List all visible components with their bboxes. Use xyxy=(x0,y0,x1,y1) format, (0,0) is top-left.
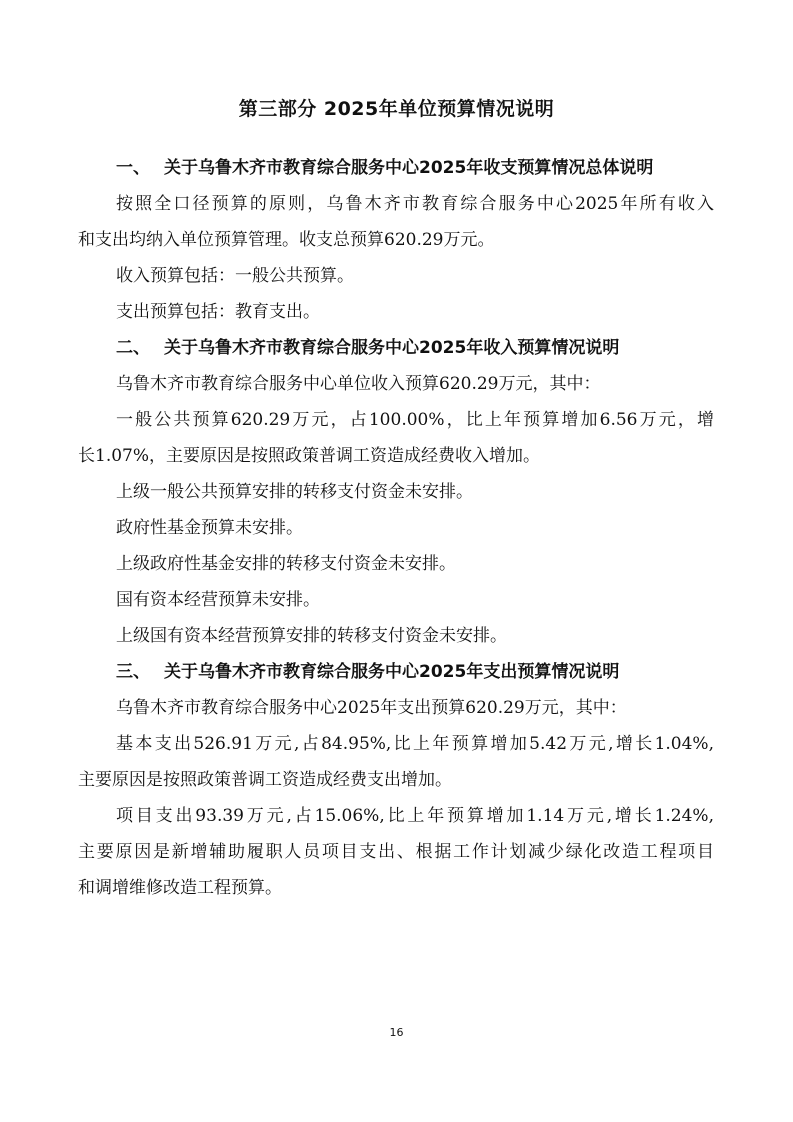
section-heading-2 xyxy=(78,330,714,366)
paragraph-line: 国有资本经营预算未安排。 xyxy=(116,590,320,610)
section-heading-1 xyxy=(78,150,714,186)
section-number-1: 一、 xyxy=(116,158,150,178)
paragraph-line: 长1.07%，主要原因是按照政策普调工资造成经费收入增加。 xyxy=(78,446,541,466)
paragraph-line: 上级一般公共预算安排的转移支付资金未安排。 xyxy=(116,482,473,502)
paragraph-line: 和支出均纳入单位预算管理。收支总预算620.29万元。 xyxy=(78,230,495,250)
paragraph-line: 基本支出526.91万元,占84.95%,比上年预算增加5.42万元,增长1.04%, xyxy=(116,734,714,754)
document-body xyxy=(78,150,714,906)
paragraph-line: 上级国有资本经营预算安排的转移支付资金未安排。 xyxy=(116,626,507,646)
paragraph-line: 乌鲁木齐市教育综合服务中心2025年支出预算620.29万元，其中： xyxy=(116,698,627,718)
section-number-2: 二、 xyxy=(116,338,150,358)
paragraph-line: 政府性基金预算未安排。 xyxy=(116,518,303,538)
section-heading-text-3: 关于乌鲁木齐市教育综合服务中心2025年支出预算情况说明 xyxy=(164,662,620,682)
page-title: 第三部分 2025年单位预算情况说明 xyxy=(238,98,555,120)
paragraph-line: 收入预算包括：一般公共预算。 xyxy=(116,266,354,286)
page-number: 16 xyxy=(389,1026,404,1039)
paragraph-line: 和调增维修改造工程预算。 xyxy=(78,878,282,898)
section-heading-3 xyxy=(78,654,714,690)
section-number-3: 三、 xyxy=(116,662,150,682)
paragraph-line: 主要原因是新增辅助履职人员项目支出、根据工作计划减少绿化改造工程项目 xyxy=(78,842,714,862)
paragraph-line: 支出预算包括：教育支出。 xyxy=(116,302,320,322)
paragraph-line: 主要原因是按照政策普调工资造成经费支出增加。 xyxy=(78,770,452,790)
section-heading-text-2: 关于乌鲁木齐市教育综合服务中心2025年收入预算情况说明 xyxy=(164,338,620,358)
paragraph-line: 一般公共预算620.29万元，占100.00%，比上年预算增加6.56万元，增 xyxy=(116,410,714,430)
paragraph-line: 按照全口径预算的原则，乌鲁木齐市教育综合服务中心2025年所有收入 xyxy=(116,194,714,214)
section-heading-text-1: 关于乌鲁木齐市教育综合服务中心2025年收支预算情况总体说明 xyxy=(164,158,654,178)
paragraph-line: 乌鲁木齐市教育综合服务中心单位收入预算620.29万元，其中： xyxy=(116,374,601,394)
paragraph-line: 项目支出93.39万元,占15.06%,比上年预算增加1.14万元,增长1.24%, xyxy=(116,806,714,826)
paragraph-line: 上级政府性基金安排的转移支付资金未安排。 xyxy=(116,554,456,574)
